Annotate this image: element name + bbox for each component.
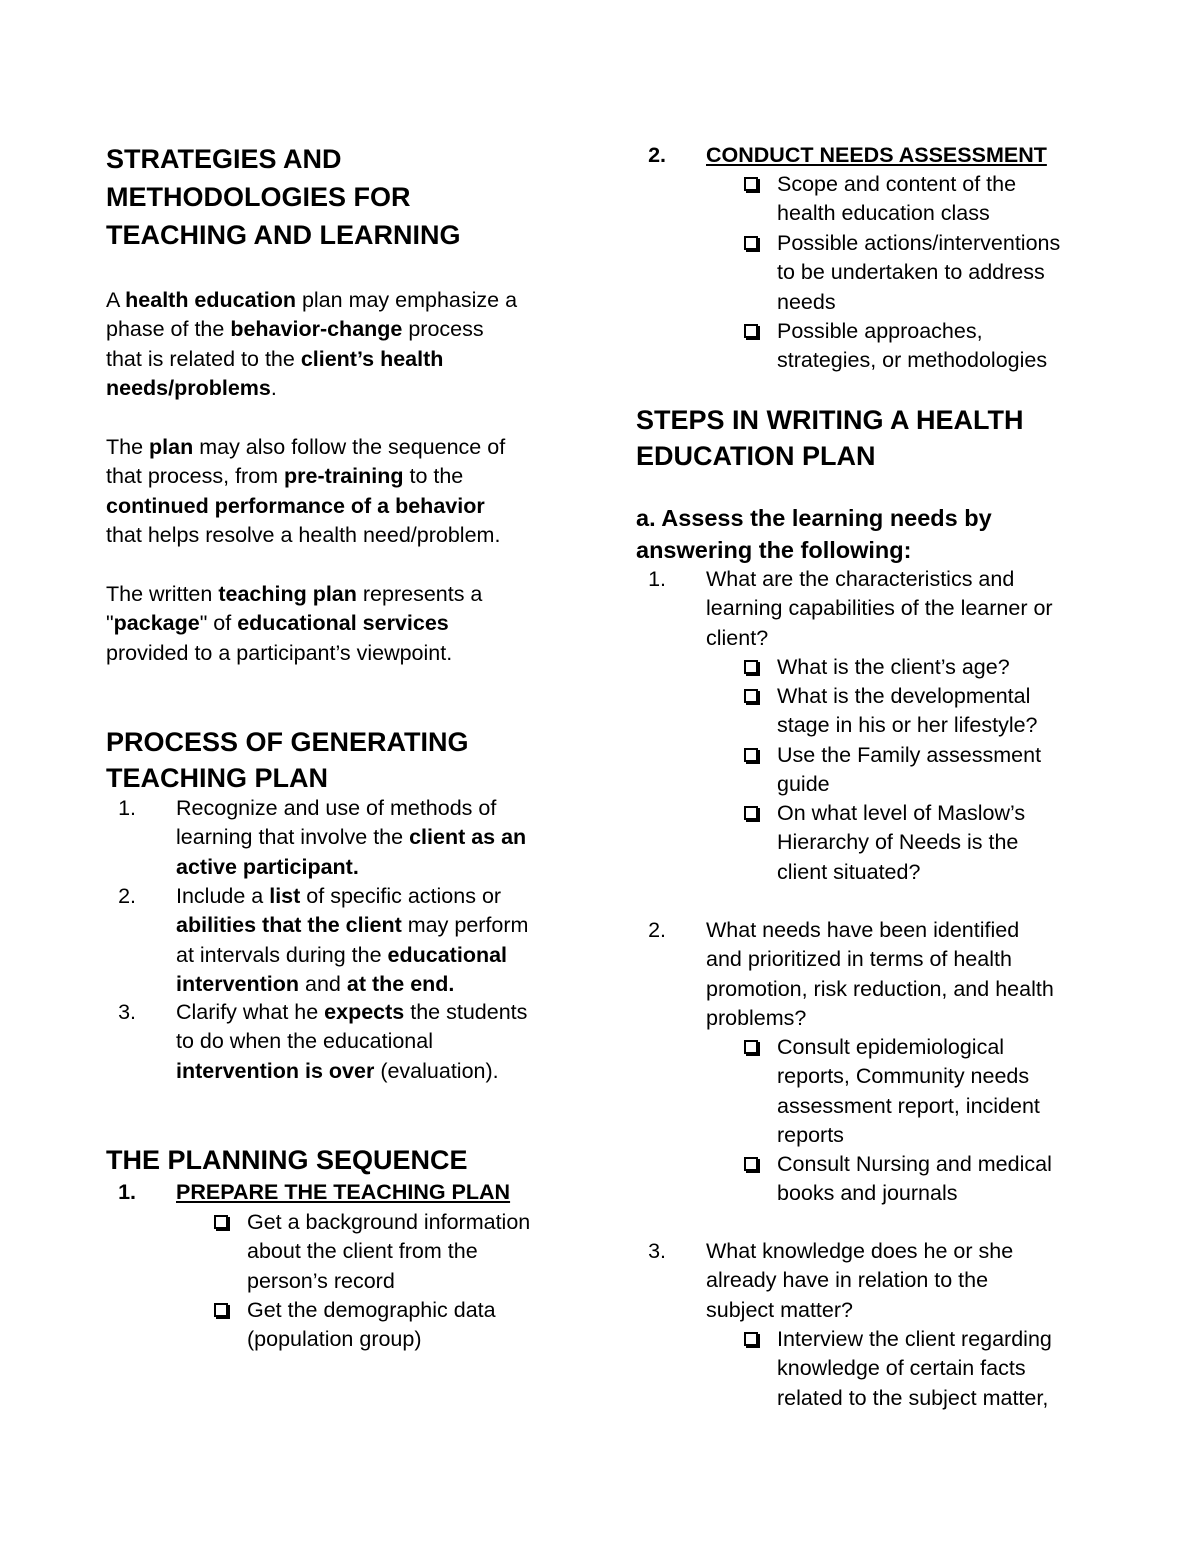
steps-heading: STEPS IN WRITING A HEALTH EDUCATION PLAN <box>636 405 1024 471</box>
question-1-bullet-2: What is the developmental stage in his or her lifestyle? <box>742 682 1106 741</box>
question-1-bullet-1: What is the client’s age? <box>742 653 1106 682</box>
intro-paragraph-3: The written teaching plan represents a "package" of educational services provided to a participant’s viewpoint. <box>106 582 483 665</box>
process-item-2: 2. Include a list of specific actions or abilities that the client may perform at intervals during the educational intervention and at the end. <box>118 884 529 996</box>
question-1-bullet-3: Use the Family assessment guide <box>742 741 1106 800</box>
checkbox-icon <box>744 1332 758 1346</box>
document-title: STRATEGIES AND METHODOLOGIES FOR TEACHING AND LEARNING <box>106 144 461 250</box>
intro-paragraph-1: A health education plan may emphasize a phase of the behavior-change process that is related to the client’s health needs/problems. <box>106 288 518 400</box>
checkbox-icon <box>214 1303 228 1317</box>
intro-paragraph-2: The plan may also follow the sequence of that process, from pre-training to the continued performance of a behavior that helps resolve a health need/problem. <box>106 435 506 547</box>
question-2-bullet-2: Consult Nursing and medical books and journals <box>742 1150 1106 1209</box>
checkbox-icon <box>744 806 758 820</box>
checkbox-icon <box>214 1215 228 1229</box>
question-3: 3. What knowledge does he or she already have in relation to the subject matter? <box>648 1239 1014 1322</box>
planning-step-2-bullet-1: Scope and content of the health education class <box>742 170 1106 229</box>
checkbox-icon <box>744 177 758 191</box>
checkbox-icon <box>744 1157 758 1171</box>
question-1: 1. What are the characteristics and learning capabilities of the learner or client? <box>648 567 1053 650</box>
planning-step-2-bullet-2: Possible actions/interventions to be undertaken to address needs <box>742 229 1106 317</box>
checkbox-icon <box>744 324 758 338</box>
steps-subheading: a. Assess the learning needs by answering the following: <box>636 505 992 563</box>
question-3-bullet-1: Interview the client regarding knowledge of certain facts related to the subject matter, <box>742 1325 1106 1413</box>
checkbox-icon <box>744 748 758 762</box>
checkbox-icon <box>744 689 758 703</box>
planning-step-1-bullet-2: Get the demographic data (population group) <box>212 1296 576 1355</box>
checkbox-icon <box>744 660 758 674</box>
planning-step-2: 2. CONDUCT NEEDS ASSESSMENT <box>648 143 1047 167</box>
checkbox-icon <box>744 236 758 250</box>
question-2-bullet-1: Consult epidemiological reports, Community needs assessment report, incident reports <box>742 1033 1106 1150</box>
planning-step-2-bullet-3: Possible approaches, strategies, or methodologies <box>742 317 1106 376</box>
process-heading: PROCESS OF GENERATING TEACHING PLAN <box>106 727 469 793</box>
checkbox-icon <box>744 1040 758 1054</box>
process-item-3: 3. Clarify what he expects the students to do when the educational intervention is over (evaluation). <box>118 1000 528 1083</box>
question-1-bullet-4: On what level of Maslow’s Hierarchy of Needs is the client situated? <box>742 799 1106 887</box>
planning-step-1-bullet-1: Get a background information about the client from the person’s record <box>212 1208 576 1296</box>
process-item-1: 1. Recognize and use of methods of learning that involve the client as an active participant. <box>118 796 527 879</box>
question-2: 2. What needs have been identified and prioritized in terms of health promotion, risk reduction, and health problems? <box>648 918 1054 1030</box>
planning-heading: THE PLANNING SEQUENCE <box>106 1145 468 1175</box>
planning-step-1: 1. PREPARE THE TEACHING PLAN <box>118 1180 511 1204</box>
